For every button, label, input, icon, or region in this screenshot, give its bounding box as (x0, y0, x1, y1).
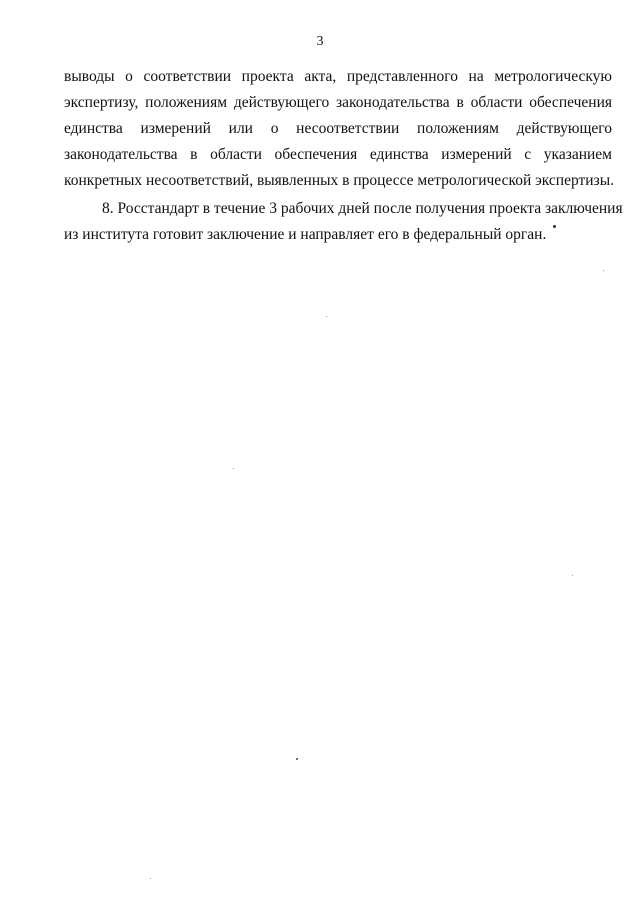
paragraph-line-numbered: 8. Росстандарт в течение 3 рабочих дней после получения проекта заключения (102, 200, 623, 217)
paragraph-line: из института готовит заключение и направляет его в федеральный орган. (64, 226, 547, 243)
paragraph-line: законодательства в области обеспечения единства измерений с указанием (64, 146, 612, 163)
scan-speck (572, 575, 573, 576)
paragraph-line: конкретных несоответствий, выявленных в процессе метрологической экспертизы. (64, 172, 614, 189)
scan-speck (233, 468, 234, 469)
page-number: 3 (316, 34, 324, 49)
paragraph-line: выводы о соответствии проекта акта, представленного на метрологическую (64, 68, 612, 85)
scan-speck (326, 316, 327, 317)
paragraph-line: экспертизу, положениям действующего законодательства в области обеспечения (64, 94, 612, 111)
scan-speck (150, 878, 151, 879)
scan-speck (296, 758, 298, 760)
paragraph-line: единства измерений или о несоответствии положениям действующего (64, 120, 612, 137)
scan-speck (603, 270, 604, 271)
scan-speck (553, 225, 556, 228)
